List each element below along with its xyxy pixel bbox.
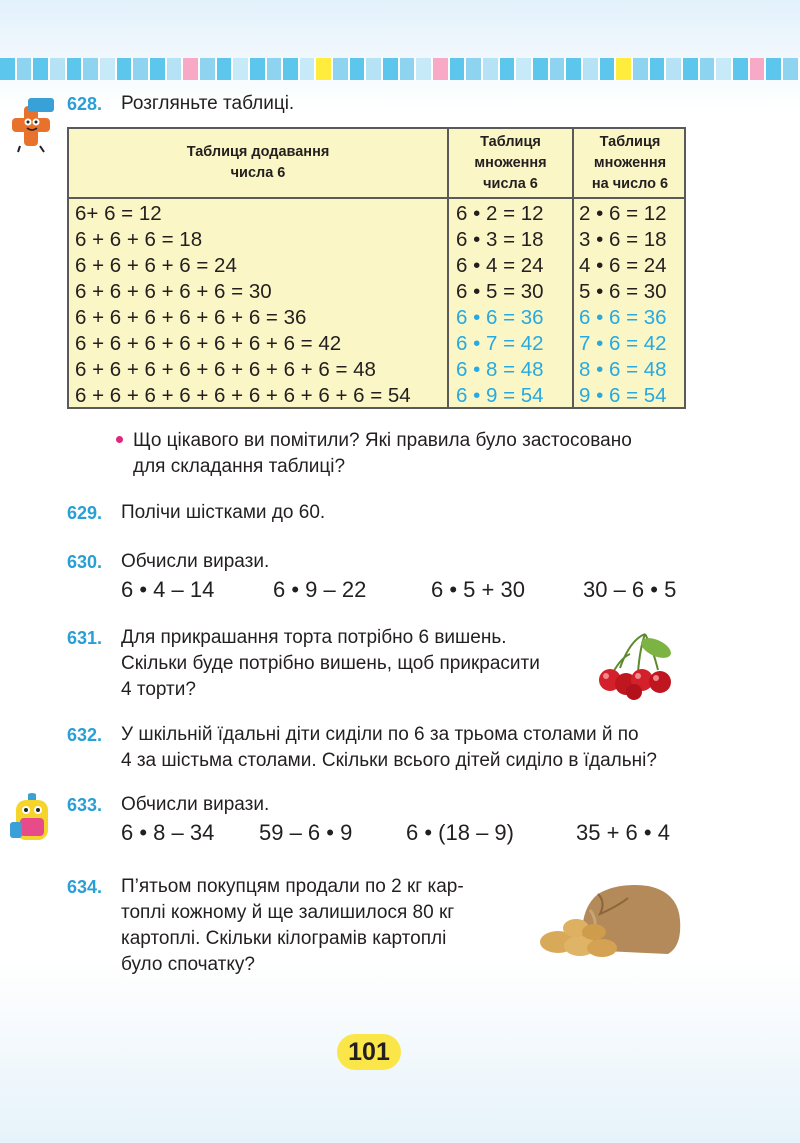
table-cell: 6 • 5 = 30 [456, 280, 544, 303]
exercise-text: Для прикрашання торта потрібно 6 вишень. [121, 627, 507, 648]
strip-cell [183, 58, 200, 80]
expression: 59 – 6 • 9 [259, 820, 353, 845]
strip-cell [250, 58, 267, 80]
question-text: Що цікавого ви помітили? Які правила було застосовано [133, 430, 632, 451]
strip-cell [117, 58, 134, 80]
table-cell: 6 + 6 + 6 + 6 + 6 + 6 + 6 = 42 [75, 332, 342, 355]
exercise-text: Обчисли вирази. [121, 551, 270, 572]
question-text: для складання таблиці? [133, 456, 346, 477]
expression: 6 • (18 – 9) [406, 820, 514, 845]
exercise-text: було спочатку? [121, 954, 255, 975]
table-cell: 6 + 6 + 6 + 6 + 6 + 6 = 36 [75, 306, 307, 329]
strip-cell [683, 58, 700, 80]
plus-mascot-icon [6, 96, 58, 154]
strip-cell [766, 58, 783, 80]
table-cell: 2 • 6 = 12 [579, 202, 667, 225]
strip-cell [133, 58, 150, 80]
strip-cell [533, 58, 550, 80]
table-header-addition: Таблиця додавання числа 6 [69, 129, 447, 199]
page-number: 101 [337, 1034, 401, 1070]
mult-of-6-column [456, 201, 544, 409]
strip-cell [83, 58, 100, 80]
strip-cell [100, 58, 117, 80]
strip-cell [600, 58, 617, 80]
strip-cell [700, 58, 717, 80]
strip-cell [650, 58, 667, 80]
exercise-number: 631. [67, 628, 103, 648]
table-cell: 6+ 6 = 12 [75, 202, 162, 225]
strip-cell [283, 58, 300, 80]
strip-cell [516, 58, 533, 80]
expression: 6 • 4 – 14 [121, 577, 215, 602]
exercise-text: картоплі. Скільки кілограмів картоплі [121, 928, 447, 949]
table-cell: 3 • 6 = 18 [579, 228, 667, 251]
table-cell: 6 • 3 = 18 [456, 228, 544, 251]
exercise-text: 4 за шістьма столами. Скільки всього дітей сиділо в їдальні? [121, 750, 657, 771]
bullet-icon [116, 436, 123, 443]
exercise-number: 634. [67, 877, 103, 897]
strip-cell [67, 58, 84, 80]
table-cell: 6 • 6 = 36 [456, 306, 544, 329]
exercise-text: П’ятьом покупцям продали по 2 кг кар- [121, 876, 464, 897]
cherries-icon [590, 628, 685, 700]
strip-cell [150, 58, 167, 80]
strip-cell [483, 58, 500, 80]
exercise-text: Скільки буде потрібно вишень, щоб прикрасити [121, 653, 540, 674]
strip-cell [616, 58, 633, 80]
table-cell: 6 • 9 = 54 [456, 384, 544, 407]
strip-cell [350, 58, 367, 80]
strip-cell [200, 58, 217, 80]
strip-cell [716, 58, 733, 80]
strip-cell [466, 58, 483, 80]
strip-cell [383, 58, 400, 80]
table-cell: 9 • 6 = 54 [579, 384, 667, 407]
strip-cell [633, 58, 650, 80]
decorative-color-strip [0, 58, 800, 82]
strip-cell [33, 58, 50, 80]
strip-cell [400, 58, 417, 80]
mult-by-6-column [579, 201, 667, 409]
expression: 6 • 5 + 30 [431, 577, 525, 602]
multiplication-tables [67, 127, 686, 409]
strip-cell [316, 58, 333, 80]
table-cell: 6 + 6 + 6 + 6 + 6 + 6 + 6 + 6 = 48 [75, 358, 376, 381]
strip-cell [550, 58, 567, 80]
strip-cell [416, 58, 433, 80]
exercise-text: Розгляньте таблиці. [121, 93, 295, 114]
table-cell: 6 + 6 + 6 + 6 = 24 [75, 254, 237, 277]
exercise-number: 633. [67, 795, 103, 815]
strip-cell [366, 58, 383, 80]
exercise-text: 4 торти? [121, 679, 196, 700]
table-cell: 5 • 6 = 30 [579, 280, 667, 303]
strip-cell [0, 58, 17, 80]
strip-cell [433, 58, 450, 80]
exercise-text: Полічи шістками до 60. [121, 502, 326, 523]
strip-cell [783, 58, 800, 80]
table-cell: 6 • 8 = 48 [456, 358, 544, 381]
strip-cell [450, 58, 467, 80]
expression: 30 – 6 • 5 [583, 577, 677, 602]
strip-cell [666, 58, 683, 80]
table-cell: 6 + 6 + 6 + 6 + 6 + 6 + 6 + 6 + 6 = 54 [75, 384, 411, 407]
strip-cell [233, 58, 250, 80]
strip-cell [333, 58, 350, 80]
table-cell: 6 + 6 + 6 = 18 [75, 228, 203, 251]
strip-cell [300, 58, 317, 80]
backpack-mascot-icon [8, 792, 58, 846]
strip-cell [566, 58, 583, 80]
exercise-number: 630. [67, 552, 103, 572]
strip-cell [217, 58, 234, 80]
strip-cell [50, 58, 67, 80]
table-cell: 7 • 6 = 42 [579, 332, 667, 355]
exercise-text: топлі кожному й ще залишилося 80 кг [121, 902, 455, 923]
strip-cell [750, 58, 767, 80]
table-header-mult-of-6: Таблиця множення числа 6 [449, 129, 572, 199]
exercise-number: 632. [67, 725, 103, 745]
strip-cell [17, 58, 34, 80]
exercise-text: У шкільній їдальні діти сиділи по 6 за трьома столами й по [121, 724, 639, 745]
expression: 6 • 8 – 34 [121, 820, 215, 845]
addition-column [75, 201, 411, 409]
exercise-number: 628. [67, 94, 103, 114]
table-cell: 4 • 6 = 24 [579, 254, 667, 277]
strip-cell [500, 58, 517, 80]
potato-sack-icon [528, 880, 688, 960]
strip-cell [733, 58, 750, 80]
expression: 6 • 9 – 22 [273, 577, 367, 602]
strip-cell [267, 58, 284, 80]
exercise-number: 629. [67, 503, 103, 523]
table-header-mult-by-6: Таблиця множення на число 6 [574, 129, 686, 199]
table-cell: 8 • 6 = 48 [579, 358, 667, 381]
table-cell: 6 • 6 = 36 [579, 306, 667, 329]
expression: 35 + 6 • 4 [576, 820, 670, 845]
table-cell: 6 • 7 = 42 [456, 332, 544, 355]
strip-cell [583, 58, 600, 80]
exercise-text: Обчисли вирази. [121, 794, 270, 815]
strip-cell [167, 58, 184, 80]
table-cell: 6 • 4 = 24 [456, 254, 544, 277]
table-cell: 6 • 2 = 12 [456, 202, 544, 225]
table-cell: 6 + 6 + 6 + 6 + 6 = 30 [75, 280, 272, 303]
